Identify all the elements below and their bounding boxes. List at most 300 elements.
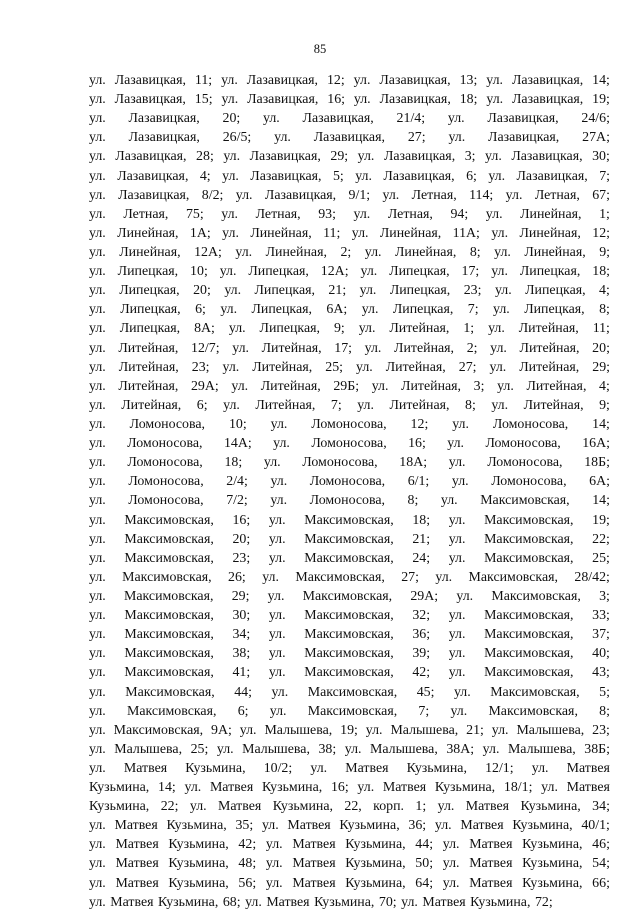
word: Липецкая, (259, 321, 320, 337)
word: Ломоносова, (129, 416, 206, 432)
word: Липецкая, (120, 302, 181, 318)
word: 21; (412, 531, 431, 547)
word: ул. (89, 359, 106, 375)
word: Липецкая, (119, 283, 180, 299)
word: Ломоносова, (311, 436, 387, 452)
word: ул. (491, 264, 508, 280)
text-line (89, 644, 610, 663)
word: 20; (193, 283, 211, 299)
text-line (89, 530, 610, 549)
word: 3; (599, 588, 610, 604)
word: Максимовская, (122, 569, 212, 585)
word: 11; (194, 73, 213, 88)
word: Матвея (266, 894, 310, 910)
word: Максимовская, (484, 512, 574, 528)
word: ул. (89, 149, 106, 165)
word: ул. (263, 455, 281, 471)
word: Липецкая, (251, 302, 312, 318)
text-line (89, 568, 610, 587)
word: ул. (89, 703, 106, 719)
word: ул. (456, 588, 474, 604)
word: ул. (448, 665, 466, 681)
word: Лазавицкая, (383, 149, 456, 165)
word: ул. (268, 512, 286, 528)
word: Литейная, (252, 359, 313, 375)
word: ул. (448, 646, 466, 662)
word: Липецкая, (389, 283, 451, 299)
word: 27; (458, 359, 477, 375)
word: ул. (353, 92, 371, 108)
word: 7; (418, 703, 430, 719)
word: 68; (222, 894, 241, 910)
word: Ломоносова, (311, 416, 387, 432)
word: ул. (89, 818, 106, 834)
word: Кузьмина, (168, 875, 229, 891)
word: 13; (459, 73, 478, 88)
word: 5; (599, 684, 610, 700)
word: Кузьмина, (168, 837, 229, 853)
word: Ломоносова, (485, 436, 561, 452)
word: 8; (407, 493, 419, 509)
word: ул. (265, 837, 283, 853)
page-number: 85 (313, 42, 327, 56)
word: 16А; (582, 436, 610, 452)
word: 7; (599, 168, 610, 184)
word: ул. (89, 397, 106, 413)
word: ул. (485, 206, 503, 222)
word: Лазавицкая, (128, 130, 200, 146)
word: ул. (448, 455, 466, 471)
word: ул. (267, 588, 285, 604)
word: Лазавицкая, (115, 149, 187, 165)
word: ул. (448, 608, 466, 624)
text-line (89, 71, 610, 90)
word: 15; (194, 92, 213, 108)
word: 10; (228, 416, 247, 432)
text-line (89, 511, 610, 530)
word: ул. (356, 359, 373, 375)
word: Матвея (209, 780, 254, 796)
word: Лазавицкая, (264, 187, 337, 203)
text-line (89, 319, 610, 338)
word: Максимовская, (124, 646, 214, 662)
word: 6А; (326, 302, 348, 318)
word: ул. (89, 244, 106, 260)
word: Линейная, (520, 206, 582, 222)
word: Литейная, (526, 378, 587, 394)
word: ул. (442, 837, 460, 853)
word: Лазавицкая, (487, 111, 559, 127)
word: ул. (89, 436, 106, 452)
word: Матвея (460, 818, 504, 834)
word: Матвея (292, 837, 336, 853)
word: ул. (358, 321, 376, 337)
text-line (89, 778, 610, 797)
word: Матвея (110, 894, 154, 910)
word: Летная, (534, 187, 580, 203)
word: ул. (263, 111, 280, 127)
word: Ломоносова, (309, 493, 385, 509)
word: ул. (89, 856, 106, 872)
word: Кузьмина, (166, 818, 227, 834)
word: 9/1; (348, 187, 371, 203)
word: 25; (592, 550, 610, 566)
word: ул. (89, 627, 106, 643)
word: 18А; (399, 455, 428, 471)
word: Лазавицкая, (302, 111, 374, 127)
word: Летная, (387, 206, 433, 222)
text-line (89, 109, 610, 128)
word: ул. (222, 168, 239, 184)
word: ул. (271, 684, 289, 700)
word: Максимовская, (307, 684, 398, 700)
word: ул. (268, 646, 286, 662)
word: ул. (268, 627, 286, 643)
word: 11А; (452, 225, 480, 241)
word: 39; (412, 646, 431, 662)
word: Малышева, (507, 741, 576, 757)
word: Литейная, (118, 378, 179, 394)
word: 21; (328, 283, 347, 299)
word: Максимовская, (304, 512, 394, 528)
word: Литейная, (389, 397, 450, 413)
word: Литейная, (518, 321, 579, 337)
word: 36; (408, 818, 427, 834)
word: ул. (270, 493, 288, 509)
word: ул. (437, 799, 455, 815)
word: ул. (447, 436, 465, 452)
word: 29; (592, 359, 610, 375)
word: Максимовская, (307, 703, 398, 719)
text-line (89, 740, 610, 759)
word: 16; (330, 780, 349, 796)
word: Максимовская, (295, 569, 385, 585)
word: ул. (357, 149, 375, 165)
word: ул. (89, 569, 106, 585)
word: 10/2; (263, 760, 293, 776)
word: 38; (232, 646, 251, 662)
word: Ломоносова, (491, 474, 567, 490)
word: 67; (592, 187, 610, 203)
word: ул. (494, 283, 512, 299)
word: 29; (231, 588, 250, 604)
word: 40/1; (581, 818, 610, 834)
word: ул. (239, 722, 257, 738)
word: ул. (453, 684, 471, 700)
word: ул. (89, 264, 106, 280)
word: ул. (482, 741, 500, 757)
text-line (89, 797, 610, 816)
text-line (89, 663, 610, 682)
word: 16; (232, 512, 251, 528)
word: ул. (232, 340, 249, 356)
word: Кузьмина, (158, 894, 219, 910)
word: ул. (223, 397, 240, 413)
word: 26; (228, 569, 246, 585)
word: ул. (360, 264, 378, 280)
word: 10; (190, 264, 208, 280)
word: ул. (89, 608, 106, 624)
word: Лазавицкая, (128, 111, 200, 127)
word: 54; (592, 856, 610, 872)
word: Лазавицкая, (511, 149, 583, 165)
word: 11; (592, 321, 610, 337)
word: ул. (274, 130, 291, 146)
word: Максимовская, (484, 627, 574, 643)
word: ул. (505, 187, 523, 203)
word: 21; (466, 722, 484, 738)
text-line (89, 874, 610, 893)
word: ул. (361, 302, 379, 318)
word: Максимовская, (124, 665, 214, 681)
address-list-text (89, 71, 610, 912)
word: 20; (592, 340, 610, 356)
text-line (89, 683, 610, 702)
word: ул. (89, 493, 106, 509)
word: ул. (488, 168, 506, 184)
word: 32; (412, 608, 431, 624)
word: 6; (196, 397, 208, 413)
word: Максимовская, (113, 722, 204, 738)
word: ул. (265, 875, 283, 891)
word: ул. (452, 416, 469, 432)
word: Лазавицкая, (379, 73, 451, 88)
word: 1; (415, 799, 427, 815)
word: Литейная, (118, 359, 179, 375)
word: 12; (592, 225, 610, 241)
word: ул. (493, 302, 510, 318)
word: Матвея (115, 856, 159, 872)
word: Максимовская, (125, 684, 215, 700)
word: ул. (491, 225, 509, 241)
word: 2/4; (226, 474, 248, 490)
word: 25; (190, 741, 209, 757)
word: Матвея (469, 837, 513, 853)
word: 42; (412, 665, 431, 681)
word: Кузьмина, (314, 894, 375, 910)
word: Линейная, (119, 244, 181, 260)
word: ул. (486, 92, 504, 108)
word: Малышева, (390, 722, 459, 738)
word: ул. (89, 340, 106, 356)
word: 9; (599, 397, 610, 413)
word: 9А; (211, 722, 232, 738)
word: 38Б; (584, 741, 610, 757)
text-line (89, 854, 610, 873)
word: Кузьмина, (89, 799, 150, 815)
word: ул. (262, 569, 279, 585)
word: ул. (270, 416, 288, 432)
text-line (89, 90, 610, 109)
word: Максимовская, (304, 550, 394, 566)
word: 44; (234, 684, 252, 700)
word: 34; (232, 627, 251, 643)
word: 20; (222, 111, 241, 127)
word: 9; (333, 321, 345, 337)
word: ул. (216, 741, 234, 757)
word: ул. (448, 130, 466, 146)
word: 21/4; (396, 111, 426, 127)
word: Максимовская, (484, 665, 574, 681)
word: Ломоносова, (127, 455, 203, 471)
word: 8А; (194, 321, 215, 337)
word: ул. (235, 187, 253, 203)
word: ул. (355, 168, 372, 184)
word: Липецкая, (117, 264, 179, 280)
word: Матвея (115, 875, 159, 891)
word: 18; (459, 92, 478, 108)
word: Малышева, (370, 741, 438, 757)
word: ул. (89, 416, 106, 432)
word: Линейная, (250, 225, 312, 241)
word: Малышева, (516, 722, 585, 738)
word: Малышева, (264, 722, 333, 738)
word: 14А; (223, 436, 252, 452)
word: ул. (89, 894, 106, 910)
word: ул. (222, 359, 240, 375)
word: Максимовская, (484, 646, 574, 662)
word: Максимовская, (304, 627, 394, 643)
word: ул. (89, 550, 106, 566)
word: Лазавицкая, (247, 92, 319, 108)
word: 23; (592, 722, 610, 738)
word: 34; (592, 799, 610, 815)
word: 16; (327, 92, 345, 108)
word: 9; (599, 244, 610, 260)
word: Летная, (123, 206, 169, 222)
word: Ломоносова, (302, 455, 378, 471)
word: Матвея (287, 818, 331, 834)
word: Лазавицкая, (511, 73, 584, 88)
word: Кузьмина, (339, 818, 400, 834)
word: корп. (373, 799, 405, 815)
word: ул. (448, 531, 466, 547)
word: 48; (238, 856, 257, 872)
word: ул. (89, 206, 106, 222)
word: 36; (412, 627, 431, 643)
word: 28/42; (574, 569, 610, 585)
word: Кузьмина, (89, 780, 150, 796)
word: Литейная, (523, 397, 584, 413)
word: Максимовская, (304, 665, 394, 681)
word: Кузьмина, (522, 875, 583, 891)
word: 56; (238, 875, 257, 891)
word: 14; (158, 780, 176, 796)
word: ул. (541, 780, 558, 796)
word: 43; (592, 665, 610, 681)
text-line (89, 396, 610, 415)
word: ул. (89, 283, 106, 299)
word: Ломоносова, (492, 416, 569, 432)
word: ул. (485, 149, 502, 165)
text-line (89, 893, 610, 912)
word: ул. (494, 244, 511, 260)
word: ул. (221, 73, 238, 88)
word: 23; (463, 283, 482, 299)
word: ул. (359, 283, 377, 299)
word: ул. (442, 875, 460, 891)
word: Ломоносова, (309, 474, 386, 490)
word: ул. (490, 340, 507, 356)
word: ул. (491, 722, 509, 738)
word: Лазавицкая, (249, 149, 321, 165)
word: Матвея (345, 760, 389, 776)
word: Максимовская, (126, 703, 217, 719)
word: 37; (592, 627, 610, 643)
word: Малышева, (242, 741, 310, 757)
word: 2; (340, 244, 352, 260)
word: ул. (357, 780, 375, 796)
word: ул. (231, 378, 249, 394)
word: ул. (89, 455, 106, 471)
word: ул. (488, 321, 505, 337)
word: Максимовская, (480, 493, 570, 509)
word: Летная, (411, 187, 457, 203)
word: ул. (89, 665, 106, 681)
word: Кузьмина, (512, 818, 573, 834)
word: ул. (497, 378, 514, 394)
word: Матвея (465, 799, 510, 815)
word: ул. (435, 569, 453, 585)
word: Линейная, (379, 225, 442, 241)
word: ул. (189, 799, 207, 815)
word: ул. (224, 283, 242, 299)
word: Матвея (114, 818, 158, 834)
word: ул. (448, 512, 466, 528)
word: Матвея (422, 894, 466, 910)
word: 4; (599, 378, 610, 394)
word: ул. (220, 302, 238, 318)
word: Максимовская, (123, 588, 214, 604)
word: 66; (592, 875, 610, 891)
word: 7; (330, 397, 342, 413)
word: 114; (469, 187, 494, 203)
word: 19; (340, 722, 358, 738)
word: Литейная, (394, 340, 455, 356)
word: 72; (534, 894, 553, 910)
word: Лазавицкая, (488, 130, 560, 146)
word: 6; (466, 168, 477, 184)
word: Кузьмина, (520, 799, 581, 815)
word: ул. (486, 73, 504, 88)
word: Лазавицкая, (117, 168, 189, 184)
word: Липецкая, (119, 321, 181, 337)
word: Максимовская, (124, 531, 214, 547)
word: Кузьмина, (345, 856, 406, 872)
word: ул. (235, 244, 253, 260)
text-line (89, 549, 610, 568)
text-line (89, 339, 610, 358)
word: Линейная, (519, 225, 581, 241)
word: 27; (407, 130, 426, 146)
word: 19; (592, 92, 610, 108)
word: ул. (365, 722, 383, 738)
word: 44; (415, 837, 434, 853)
text-line (89, 415, 610, 434)
word: Литейная, (519, 359, 580, 375)
word: ул. (223, 149, 241, 165)
word: ул. (364, 340, 382, 356)
word: Кузьмина, (345, 837, 406, 853)
word: ул. (89, 111, 106, 127)
word: Малышева, (114, 741, 183, 757)
word: Матвея (469, 856, 513, 872)
word: Летная, (255, 206, 301, 222)
word: 12; (410, 416, 429, 432)
word: Максимовская, (304, 608, 394, 624)
word: ул. (184, 780, 202, 796)
text-line (89, 377, 610, 396)
